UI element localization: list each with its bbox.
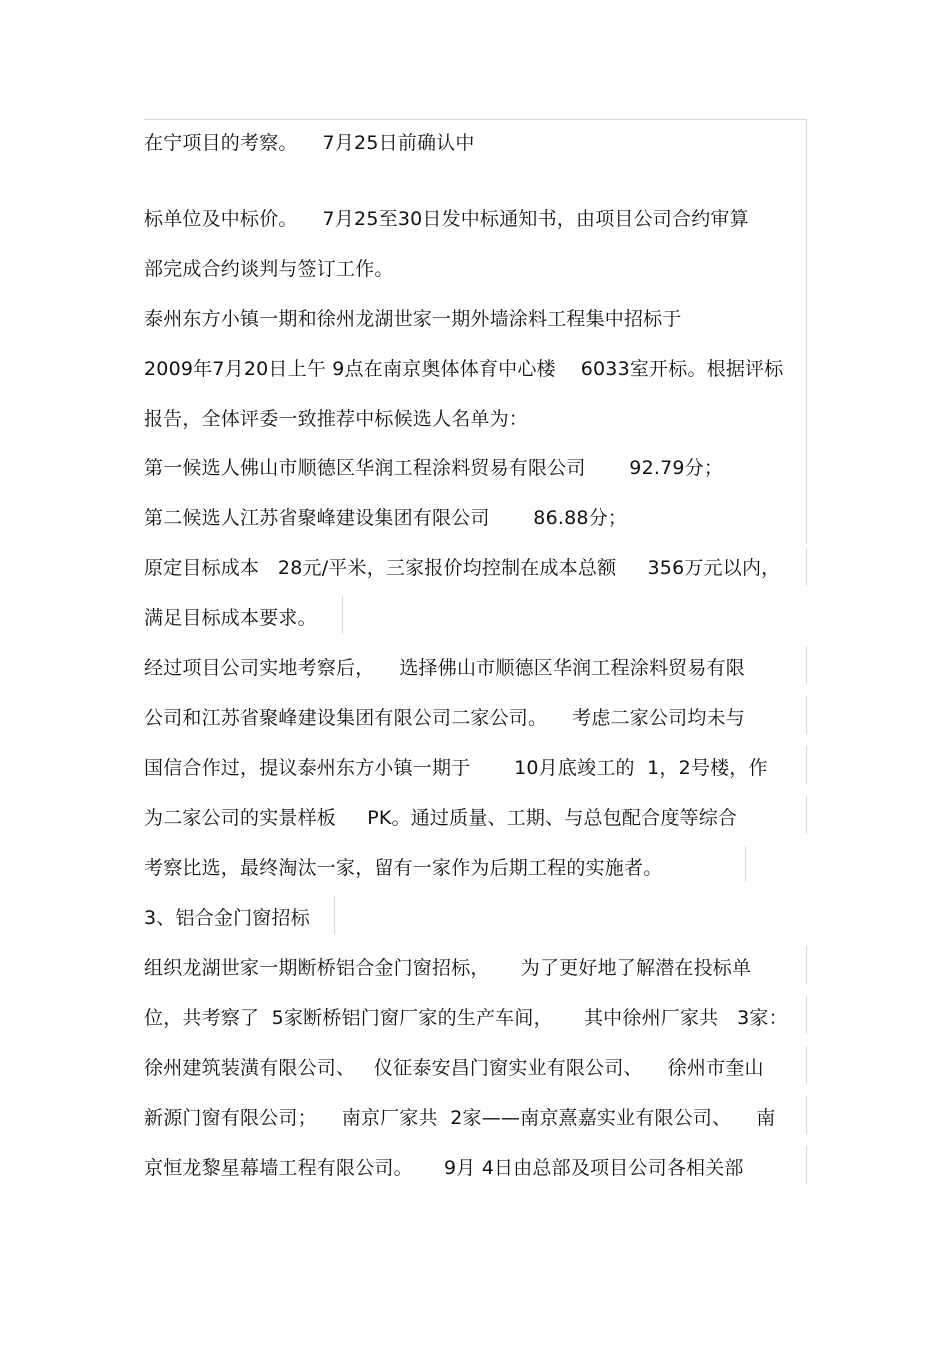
border-right-13: [806, 1096, 807, 1134]
border-right-12: [806, 1046, 807, 1084]
text-line-20: 新源门窗有限公司； 南京厂家共 2家——南京熹嘉实业有限公司、 南: [144, 1107, 776, 1129]
border-right-5: [806, 696, 807, 734]
text-line-13: 国信合作过，提议泰州东方小镇一期于 10月底竣工的 1，2号楼，作: [144, 757, 768, 779]
text-line-6: 报告，全体评委一致推荐中标候选人名单为：: [144, 408, 529, 430]
text-line-2: 标单位及中标价。 7月25至30日发中标通知书，由项目公司合约审算: [144, 208, 749, 230]
text-line-1: 在宁项目的考察。 7月25日前确认中: [144, 132, 475, 154]
border-top: [144, 119, 806, 120]
text-line-12: 公司和江苏省聚峰建设集团有限公司二家公司。 考虑二家公司均未与: [144, 707, 745, 729]
text-line-8: 第二候选人江苏省聚峰建设集团有限公司 86.88分；: [144, 507, 628, 529]
border-right-8: [745, 846, 746, 882]
section-heading: 3、铝合金门窗招标: [144, 907, 310, 929]
border-right-7: [806, 796, 807, 834]
border-right-6: [806, 746, 807, 784]
text-line-19: 徐州建筑装潢有限公司、 仪征泰安昌门窗实业有限公司、 徐州市奎山: [144, 1057, 764, 1079]
text-line-10: 满足目标成本要求。: [144, 607, 317, 629]
text-line-21: 京恒龙黎星幕墙工程有限公司。 9月 4日由总部及项目公司各相关部: [144, 1157, 744, 1179]
text-line-7: 第一候选人佛山市顺德区华润工程涂料贸易有限公司 92.79分；: [144, 457, 724, 479]
text-line-3: 部完成合约谈判与签订工作。: [144, 258, 394, 280]
border-right-9: [334, 896, 335, 934]
border-right-2: [806, 548, 807, 586]
text-line-9: 原定目标成本 28元/平米，三家报价均控制在成本总额 356万元以内，: [144, 557, 781, 579]
border-right-3: [342, 596, 343, 634]
text-line-18: 位，共考察了 5家断桥铝门窗厂家的生产车间， 其中徐州厂家共 3家：: [144, 1007, 788, 1029]
text-line-4: 泰州东方小镇一期和徐州龙湖世家一期外墙涂料工程集中招标于: [144, 308, 682, 330]
border-right-10: [806, 946, 807, 984]
text-line-5: 2009年7月20日上午 9点在南京奥体体育中心楼 6033室开标。根据评标: [144, 358, 784, 380]
text-line-14: 为二家公司的实景样板 PK。通过质量、工期、与总包配合度等综合: [144, 807, 738, 829]
text-line-15: 考察比选，最终淘汰一家，留有一家作为后期工程的实施者。: [144, 857, 663, 879]
border-right-1: [806, 119, 807, 544]
border-right-11: [806, 996, 807, 1034]
border-right-14: [806, 1146, 807, 1184]
text-line-17: 组织龙湖世家一期断桥铝合金门窗招标， 为了更好地了解潜在投标单: [144, 957, 752, 979]
text-line-11: 经过项目公司实地考察后， 选择佛山市顺德区华润工程涂料贸易有限: [144, 657, 745, 679]
border-right-4: [806, 646, 807, 684]
